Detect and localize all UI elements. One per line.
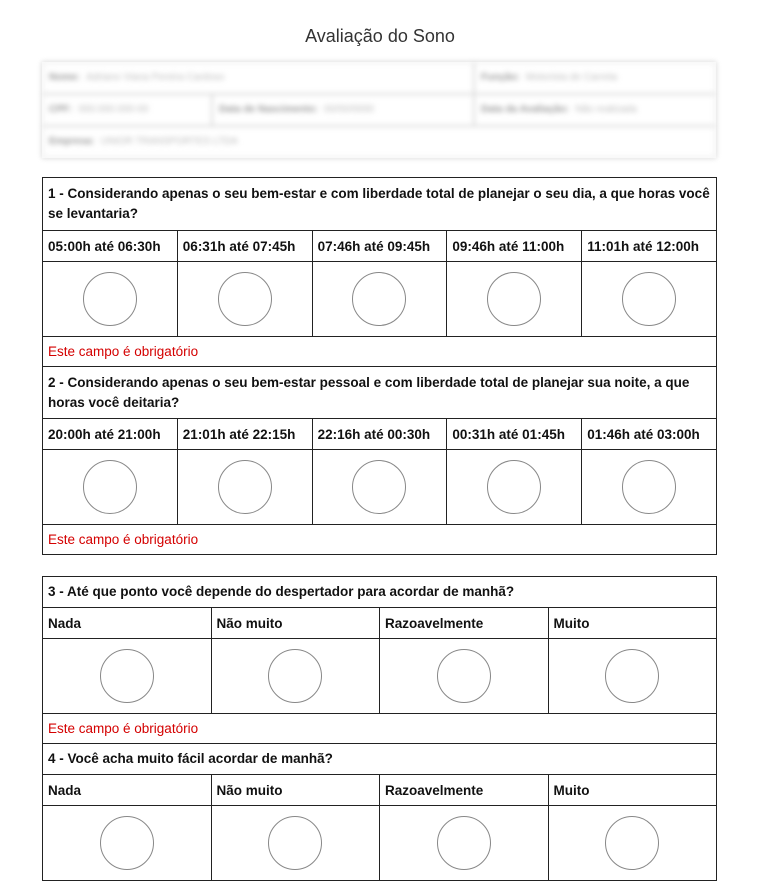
q2-option-2-radio[interactable]	[218, 460, 272, 514]
q1-option-4-radio[interactable]	[487, 272, 541, 326]
info-cpf-value: 000.000.000-00	[78, 104, 149, 115]
q1-option-1-radio[interactable]	[83, 272, 137, 326]
q3-option-label-3: Razoavelmente	[380, 608, 549, 639]
q1-required-error: Este campo é obrigatório	[43, 337, 717, 367]
questions-block-2	[42, 576, 717, 881]
q3-option-label-4: Muito	[548, 608, 717, 639]
info-name-label: Nome:	[49, 72, 81, 83]
q2-option-label-2: 21:01h até 22:15h	[177, 419, 312, 450]
info-cpf	[42, 94, 212, 126]
q1-option-label-5: 11:01h até 12:00h	[582, 231, 717, 262]
q1-option-cell-5	[582, 262, 717, 337]
q4-option-3-radio[interactable]	[437, 816, 491, 870]
question-4-text: 4 - Você acha muito fácil acordar de manhã?	[43, 744, 717, 775]
page-title: Avaliação do Sono	[305, 26, 455, 46]
info-birthdate	[212, 94, 474, 126]
info-role-label: Função:	[481, 72, 520, 83]
q2-option-5-radio[interactable]	[622, 460, 676, 514]
q1-option-cell-1	[43, 262, 178, 337]
info-role-value: Motorista de Carreta	[525, 72, 618, 83]
questions-block-1	[42, 177, 717, 555]
info-birthdate-value: 00/00/0000	[323, 104, 374, 115]
q3-option-2-radio[interactable]	[268, 649, 322, 703]
info-company	[42, 126, 716, 158]
q3-option-4-radio[interactable]	[605, 649, 659, 703]
q2-option-cell-2	[177, 450, 312, 525]
q4-option-cell-3	[380, 806, 549, 881]
info-cpf-label: CPF:	[49, 104, 73, 115]
q4-option-2-radio[interactable]	[268, 816, 322, 870]
info-evaluation-date	[474, 94, 716, 126]
q2-option-label-3: 22:16h até 00:30h	[312, 419, 447, 450]
q1-option-5-radio[interactable]	[622, 272, 676, 326]
info-name-value: Adriano Viana Pereira Cardoso	[86, 72, 225, 83]
info-company-label: Empresa:	[49, 136, 95, 147]
q1-option-label-1: 05:00h até 06:30h	[43, 231, 178, 262]
q3-required-error: Este campo é obrigatório	[43, 714, 717, 744]
q1-option-2-radio[interactable]	[218, 272, 272, 326]
info-birthdate-label: Data de Nascimento:	[219, 104, 318, 115]
q3-option-cell-4	[548, 639, 717, 714]
q4-option-cell-1	[43, 806, 212, 881]
q4-option-label-1: Nada	[43, 775, 212, 806]
q4-option-cell-2	[211, 806, 380, 881]
question-3-text: 3 - Até que ponto você depende do despertador para acordar de manhã?	[43, 577, 717, 608]
q2-option-cell-4	[447, 450, 582, 525]
q2-option-3-radio[interactable]	[352, 460, 406, 514]
q2-option-cell-1	[43, 450, 178, 525]
info-name	[42, 62, 474, 94]
q1-option-cell-4	[447, 262, 582, 337]
employee-info-panel	[42, 62, 716, 158]
question-2-text: 2 - Considerando apenas o seu bem-estar pessoal e com liberdade total de planejar sua noite, a que horas você deitaria?	[43, 367, 717, 419]
info-evaluation-date-value: Não realizada	[575, 104, 637, 115]
info-evaluation-date-label: Data da Avaliação:	[481, 104, 570, 115]
q2-option-label-1: 20:00h até 21:00h	[43, 419, 178, 450]
q2-option-1-radio[interactable]	[83, 460, 137, 514]
q3-option-cell-3	[380, 639, 549, 714]
q2-option-cell-3	[312, 450, 447, 525]
q2-option-cell-5	[582, 450, 717, 525]
q3-option-cell-2	[211, 639, 380, 714]
q2-option-4-radio[interactable]	[487, 460, 541, 514]
q1-option-3-radio[interactable]	[352, 272, 406, 326]
q4-option-label-2: Não muito	[211, 775, 380, 806]
q2-option-label-4: 00:31h até 01:45h	[447, 419, 582, 450]
q3-option-3-radio[interactable]	[437, 649, 491, 703]
q4-option-label-4: Muito	[548, 775, 717, 806]
q1-option-label-2: 06:31h até 07:45h	[177, 231, 312, 262]
q1-option-label-4: 09:46h até 11:00h	[447, 231, 582, 262]
q3-option-cell-1	[43, 639, 212, 714]
q2-required-error: Este campo é obrigatório	[43, 525, 717, 555]
q3-option-1-radio[interactable]	[100, 649, 154, 703]
question-1-text: 1 - Considerando apenas o seu bem-estar e com liberdade total de planejar o seu dia, a que horas você se levantaria?	[43, 178, 717, 231]
q4-option-cell-4	[548, 806, 717, 881]
q3-option-label-2: Não muito	[211, 608, 380, 639]
q4-option-label-3: Razoavelmente	[380, 775, 549, 806]
q2-option-label-5: 01:46h até 03:00h	[582, 419, 717, 450]
q4-option-1-radio[interactable]	[100, 816, 154, 870]
info-role	[474, 62, 716, 94]
q1-option-cell-3	[312, 262, 447, 337]
q1-option-label-3: 07:46h até 09:45h	[312, 231, 447, 262]
q4-option-4-radio[interactable]	[605, 816, 659, 870]
q1-option-cell-2	[177, 262, 312, 337]
info-company-value: UNIOR TRANSPORTES LTDA	[100, 136, 238, 147]
q3-option-label-1: Nada	[43, 608, 212, 639]
